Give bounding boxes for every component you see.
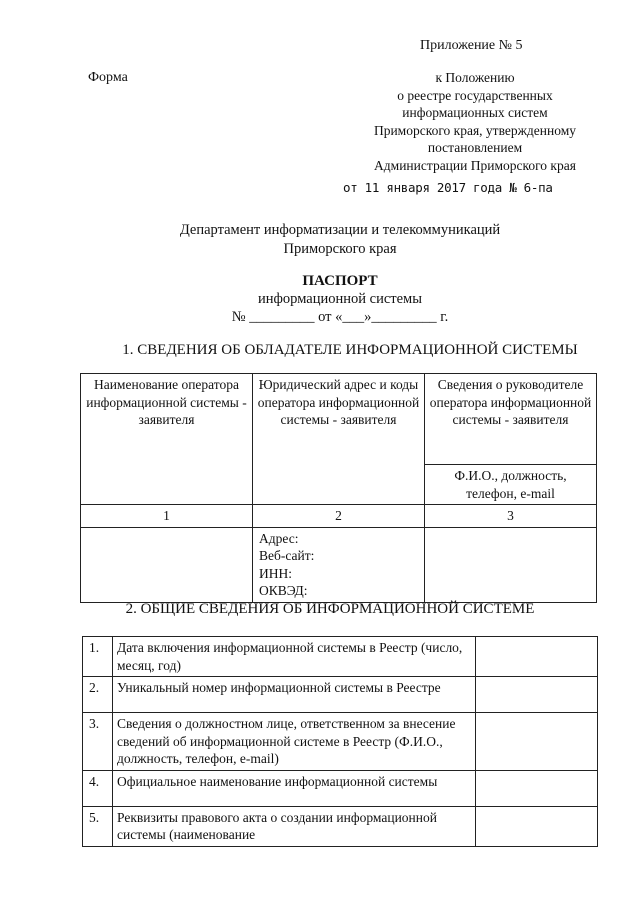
row-label: Уникальный номер информационной системы в Реестре [113,677,476,713]
form-label: Форма [88,70,128,85]
row-label: Реквизиты правового акта о создании информационной системы (наименование [113,806,476,846]
section1-title: 1. СВЕДЕНИЯ ОБ ОБЛАДАТЕЛЕ ИНФОРМАЦИОННОЙ СИСТЕМЫ [122,342,578,358]
row-value-cell[interactable] [476,637,598,677]
decree-stamp: от 11 января 2017 года № 6-па [343,180,553,195]
row-number: 2. [83,677,113,713]
col-head-contacts: Ф.И.О., должность, телефон, e-mail [425,465,597,505]
okved-field-label: ОКВЭД: [259,583,308,598]
department-line: Приморского края [283,241,397,257]
column-number: 1 [81,505,253,528]
col-legal-address: Юридический адрес и коды оператора информационной системы - заявителя [253,374,425,505]
approval-line: Приморского края, утвержденному [373,122,577,138]
operator-name-cell[interactable] [81,527,253,602]
row-label: Дата включения информационной системы в Реестр (число, месяц, год) [113,637,476,677]
section2-title: 2. ОБЩИЕ СВЕДЕНИЯ ОБ ИНФОРМАЦИОННОЙ СИСТЕМЕ [125,601,535,617]
website-field-label: Веб-сайт: [259,548,315,563]
row-label: Официальное наименование информационной системы [113,770,476,806]
col-head-info: Сведения о руководителе оператора информационной системы - заявителя [425,374,597,465]
approval-line: Администрации Приморского края [374,157,576,173]
row-value-cell[interactable] [476,806,598,846]
passport-number-line: № _________ от «___»_________ г. [231,309,449,325]
column-number: 3 [425,505,597,528]
approval-line: о реестре государственных [397,87,553,103]
row-value-cell[interactable] [476,713,598,771]
owner-info-table [80,373,597,603]
row-value-cell[interactable] [476,770,598,806]
department-line: Департамент информатизации и телекоммуникаций [179,222,501,238]
row-label: Сведения о должностном лице, ответственном за внесение сведений об информационной системе в Реестр (Ф.И.О., должность, телефон, e-mail) [113,713,476,771]
address-field-label: Адрес: [259,530,299,546]
general-info-table [82,636,598,847]
approval-line: к Положению [435,70,515,85]
inn-field-label: ИНН: [259,565,292,581]
approval-line: постановлением [427,140,523,155]
row-value-cell[interactable] [476,677,598,713]
passport-title: ПАСПОРТ [302,273,378,289]
department-name [100,221,580,259]
row-number: 4. [83,770,113,806]
approval-block [355,69,595,174]
col-operator-name: Наименование оператора информационной системы - заявителя [81,374,253,505]
row-number: 1. [83,637,113,677]
row-number: 5. [83,806,113,846]
address-cell[interactable] [253,527,425,602]
head-info-cell[interactable] [425,527,597,602]
appendix-label: Приложение № 5 [420,38,523,53]
passport-subtitle: информационной системы [258,291,422,307]
approval-line: информационных систем [402,105,548,120]
row-number: 3. [83,713,113,771]
column-number: 2 [253,505,425,528]
